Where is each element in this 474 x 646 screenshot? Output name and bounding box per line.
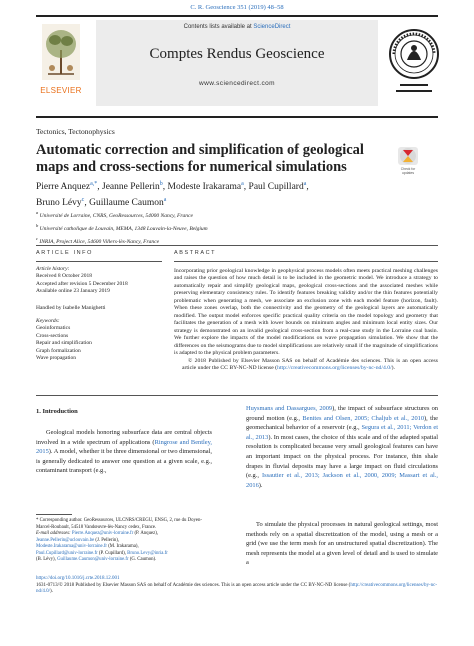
email-link[interactable]: Pierre.Anquez@univ-lorraine.fr <box>71 531 134 536</box>
keyword: Cross-sections <box>36 332 69 339</box>
article-history <box>36 266 166 296</box>
author[interactable]: Pierre Anquez$^{a,*}$, <box>36 181 102 193</box>
elsevier-logo <box>36 22 86 102</box>
history-label: Article history: <box>36 266 70 272</box>
svg-text:Check for: Check for <box>400 167 416 171</box>
svg-text:updates: updates <box>401 171 415 175</box>
citation-link[interactable]: Ringrose and Bentley, 2015 <box>36 438 212 456</box>
email-link[interactable]: Jeanne.Pellerin@uclouvain.be <box>36 537 95 543</box>
intro-right-paragraph-2: To simulate the physical processes in natural geological settings, most methods rely on a spatial discretization of the model, using a mesh or a grid (we use the term mesh for an unstructured spatial discretization). The mesh represents the model at a given level of detail and is used to simulate a <box>246 521 438 567</box>
article-category: Tectonics, Tectonophysics <box>36 127 115 136</box>
academie-seal-icon <box>386 24 442 102</box>
author[interactable]: Paul Cupillard$^a$, <box>248 181 309 193</box>
license-link[interactable]: http://creativecommons.org/licenses/by-nc-nd/4.0/ <box>36 582 438 595</box>
accepted-date: Accepted after revision 5 December 2018 <box>36 280 128 287</box>
divider <box>174 261 438 262</box>
copyright-notice: © 2018 Published by Elsevier Masson SAS on behalf of Académie des sciences. This is an open access article under the CC BY-NC-ND license (http://creativecommons.org/licenses/by-nc-nd/4.0/). <box>182 357 438 372</box>
article-info-heading: ARTICLE INFO <box>36 250 93 256</box>
keyword: Wave propagation <box>36 355 77 362</box>
author[interactable]: Modeste Irakarama$^a$, <box>167 181 249 193</box>
contents-line <box>96 24 378 30</box>
author[interactable]: Jeanne Pellerin$^b$, <box>102 181 168 193</box>
email-link[interactable]: Modeste.Irakarama@univ-lorraine.fr <box>36 544 108 549</box>
footnotes <box>36 518 212 564</box>
affiliation: $^a$ Université de Lorraine, CNRS, GeoRessources, 54000 Nancy, France <box>36 210 193 219</box>
journal-url[interactable]: www.sciencedirect.com <box>199 80 275 87</box>
doi-link[interactable]: https://doi.org/10.1016/j.crte.2018.12.001 <box>36 576 120 581</box>
header-top-rule <box>36 15 438 17</box>
handled-by: Handled by Isabelle Manighetti <box>36 305 106 311</box>
intro-left-paragraph: Geological models honoring subsurface data are central objects involved in a wide spectrum of applications (Ringrose and Bentley, 2015). A model, whether it be three dimensional or two dimensional, is generally dedicated to answer one question at a given scale, e.g., contaminant transport (e.g., <box>36 429 212 475</box>
keywords-block <box>36 318 166 362</box>
email-list: E-mail addresses: Pierre.Anquez@univ-lorraine.fr (P. Anquez), Jeanne.Pellerin@uclouvain.be (J. Pellerin), Modeste.Irakarama@univ-lorraine.fr (M. Irakarama), Paul.Cupillard@univ-lorraine.fr (P. Cupillard), Bruno.Levy@inria.fr (B. Lévy), Guillaume.Caumon@univ-lorraine.fr (G. Caumon). <box>36 531 168 562</box>
article-title: Automatic correction and simplification of geological maps and cross-sections for numerical simulations <box>36 142 364 175</box>
abstract-text: Incorporating prior geological knowledge in geophysical process models often meets practical meshing challenges and raises the question of how much detail is to be included in the geometric model. We introduce a strategy to automatically repair and simplify geological maps, geological cross-sections and the associated meshes while preserving elementary consistency rules. To identify features breaking validity and/or the thin features potentially problematic when generating a mesh, we associate an exclusion zone with each model feature (horizon, fault). When these zones overlap, both the connectivity and the geometry of the geological layers are automatically modified. The output model enforces specific practical quality criteria on the model topology and geometry that facilitates the generation of a mesh with lower bounds on minimum angles and minimum local entity sizes. Our strategy is demonstrated on an invalid geological cross-section from a real-case study in the Lorraine coal basin. We further explore the impacts of the model modifications on wave propagation simulation. We show that the differences on the seismograms due to model simplifications are relatively small if the magnitude of simplifications is adapted to the physical problem parameters. © 2018 Published by Elsevier Masson SAS on behalf of Académie des sciences. This is an open access article under the CC BY-NC-ND license (http://creativecommons.org/licenses/by-nc-nd/4.0/). <box>174 268 438 372</box>
divider <box>36 395 438 396</box>
affiliations <box>36 208 416 246</box>
citation-link[interactable]: Benites and Olsen, 2005; Chaljub et al., 2010 <box>302 414 425 422</box>
keyword: Graph formalization <box>36 347 81 354</box>
check-for-updates-icon[interactable] <box>394 146 422 176</box>
license-link[interactable]: http://creativecommons.org/licenses/by-nc-nd/4.0/ <box>277 365 392 372</box>
elsevier-wordmark: ELSEVIER <box>40 86 82 95</box>
header-bottom-rule <box>36 116 438 118</box>
contents-prefix: Contents lists available at <box>183 24 254 30</box>
author[interactable]: Guillaume Caumon$^a$ <box>89 197 167 209</box>
intro-right-paragraph: Huysmans and Dassargues, 2009), the impact of subsurface structures on ground motion (e.g., Benites and Olsen, 2005; Chaljub et al., 2010), the geomechanical behavior of a reservoir (e.g., Segura et al., 2011; Verdon et al., 2013). In most cases, the choice of this scale and of the adapted spatial resolution is complicated because very small geological features can have an important impact on the physical process. For instance, thin shale drapes in fluvial deposits may have a large impact on fluid circulations (e.g., Issautier et al., 2013; Jackson et al., 2000, 2009; Massart et al., 2016). <box>246 405 438 489</box>
abstract-heading: ABSTRACT <box>174 250 217 256</box>
email-link[interactable]: Guillaume.Caumon@univ-lorraine.fr <box>57 557 129 562</box>
affiliation: $^b$ Université catholique de Louvain, MEMA, 1348 Louvain-la-Neuve, Belgium <box>36 222 208 232</box>
keyword: Geoinformatics <box>36 325 71 332</box>
received-date: Received 8 October 2018 <box>36 273 93 280</box>
keyword: Repair and simplification <box>36 340 92 347</box>
citation-link[interactable]: Segura et al., 2011; Verdon et al., 2013 <box>246 424 438 441</box>
journal-name: Comptes Rendus Geoscience <box>149 46 325 62</box>
sciencedirect-link[interactable]: ScienceDirect <box>253 24 291 30</box>
author[interactable]: Bruno Lévy$^c$, <box>36 197 90 209</box>
online-date: Available online 23 January 2019 <box>36 288 110 295</box>
email-link[interactable]: Paul.Cupillard@univ-lorraine.fr <box>36 550 98 556</box>
bottom-info <box>36 576 438 596</box>
divider <box>36 245 438 246</box>
issn-license-line: 1631-0713/© 2018 Published by Elsevier Masson SAS on behalf of Académie des sciences. This is an open access article under the CC BY-NC-ND license (http://creativecommons.org/licenses/by-nc-nd/4.0/). <box>36 582 438 595</box>
elsevier-tree-icon <box>42 24 80 80</box>
divider <box>36 261 162 262</box>
author-list <box>36 178 416 210</box>
journal-masthead <box>96 20 378 106</box>
corresponding-author-note: * Corresponding author. GeoRessources, ULCNRS/CREGU, ENSG, 2, rue du Doyen-Marcel-Roubault, 54518 Vandœuvre-lès-Nancy cedex, France. <box>36 518 203 530</box>
section-heading: 1. Introduction <box>36 408 78 415</box>
footnote-rule <box>36 514 72 515</box>
email-link[interactable]: Bruno.Levy@inria.fr <box>127 550 168 556</box>
citation-link[interactable]: Huysmans and Dassargues, 2009 <box>246 405 333 412</box>
keywords-label: Keywords: <box>36 318 60 324</box>
journal-reference[interactable]: C. R. Geoscience 351 (2019) 48–58 <box>190 4 284 11</box>
citation-link[interactable]: Issautier et al., 2013; Jackson et al., 2000, 2009; Massart et al., 2016 <box>246 472 438 489</box>
affiliation: $^c$ INRIA, Project Alice, 54600 Villers-lès-Nancy, France <box>36 235 160 245</box>
